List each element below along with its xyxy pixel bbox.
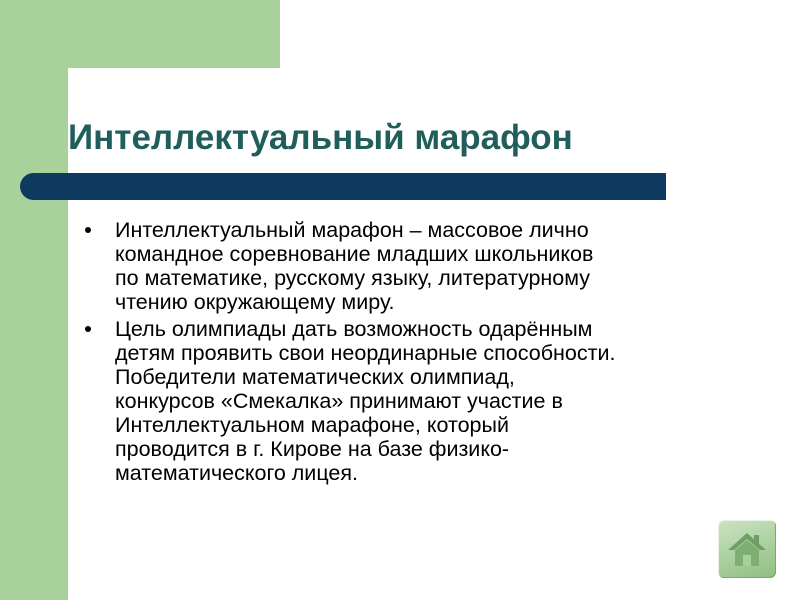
bullet-dot-icon: [85, 326, 91, 332]
home-icon: [725, 527, 769, 571]
bullet-item: [80, 317, 760, 485]
bullet-text: Интеллектуальный марафон – массовое лично командное соревнование младших школьников по математике, русскому языку, литературному чтению окружающему миру.: [115, 218, 594, 314]
green-side-band: [0, 0, 68, 600]
slide-title: Интеллектуальный марафон: [68, 118, 573, 157]
title-underline-bar: [20, 173, 666, 200]
bullet-dot-icon: [85, 227, 91, 233]
bullet-text: Цель олимпиады дать возможность одарённым детям проявить свои неординарные способности. Победители математических олимпиад, конкурсов «Смекалка» принимают участие в Интеллектуальном марафоне, который проводится в г. Кирове на базе физико- математического лицея.: [115, 317, 616, 485]
green-top-band: [0, 0, 280, 68]
home-button[interactable]: [718, 520, 776, 578]
bullet-item: [80, 218, 760, 314]
bullet-list: [80, 218, 760, 488]
